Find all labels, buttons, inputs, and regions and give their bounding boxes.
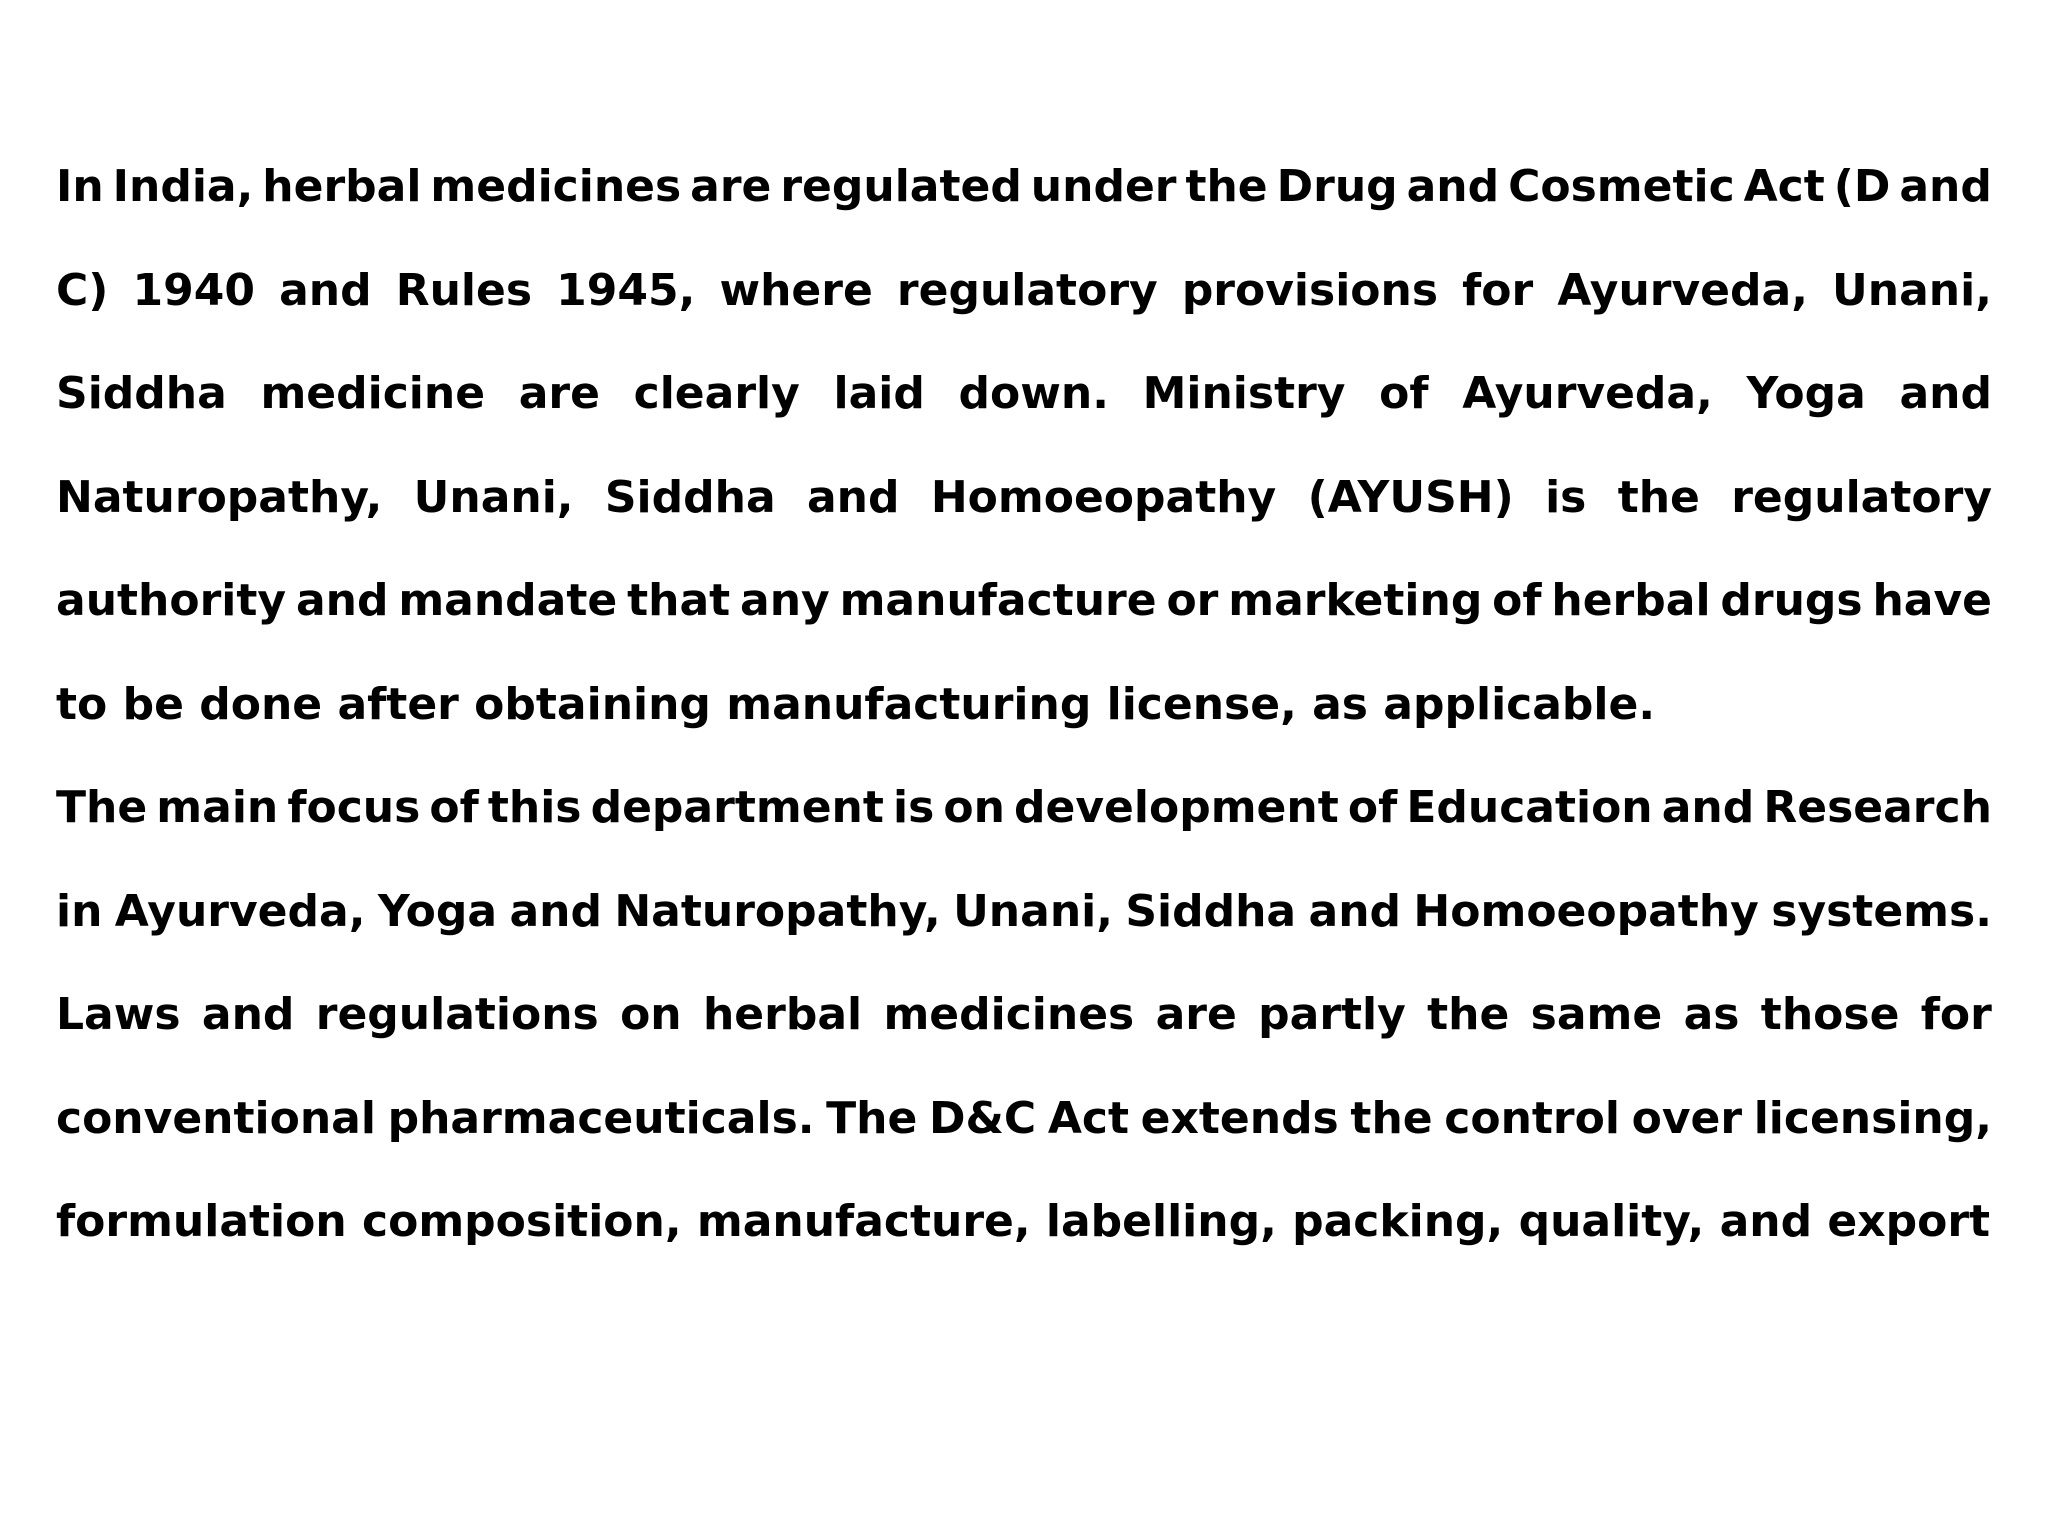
body-text [56, 135, 1992, 1274]
text-line: C) 1940 and Rules 1945, where regulatory provisions for Ayurveda, Unani, [56, 264, 1992, 316]
text-line: Siddha medicine are clearly laid down. Ministry of Ayurveda, Yoga and [56, 368, 1992, 419]
text-line: to be done after obtaining manufacturing license, as applicable. [56, 678, 1656, 730]
text-line: Laws and regulations on herbal medicines are partly the same as those for [56, 989, 1992, 1040]
text-line: formulation composition, manufacture, labelling, packing, quality, and export [56, 1196, 1991, 1247]
text-line: Naturopathy, Unani, Siddha and Homoeopathy (AYUSH) is the regulatory [56, 471, 1992, 523]
text-line: The main focus of this department is on development of Education and Research [56, 782, 1992, 833]
text-line: conventional pharmaceuticals. The D&C Act extends the control over licensing, [56, 1092, 1992, 1144]
text-line: in Ayurveda, Yoga and Naturopathy, Unani, Siddha and Homoeopathy systems. [56, 885, 1992, 937]
text-line: In India, herbal medicines are regulated under the Drug and Cosmetic Act (D and [56, 161, 1992, 212]
text-line: authority and mandate that any manufacture or marketing of herbal drugs have [56, 575, 1992, 626]
